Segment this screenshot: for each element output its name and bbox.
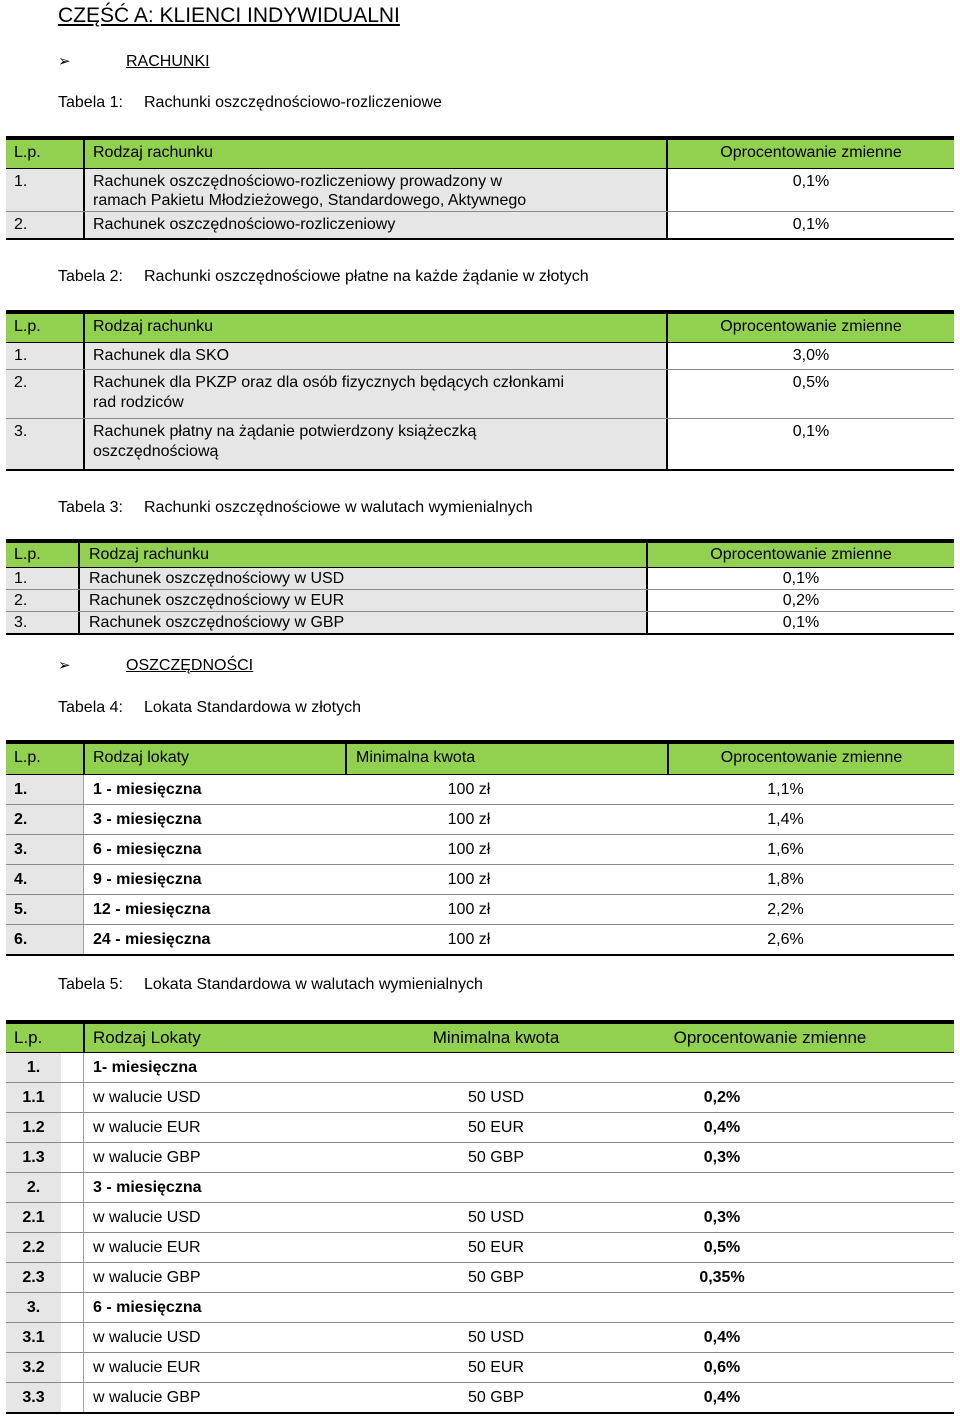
header-oprocentowanie: Oprocentowanie zmienne xyxy=(666,140,954,168)
name-cell: w walucie GBP xyxy=(83,1263,406,1292)
table-1-caption xyxy=(58,94,442,112)
lp-cell: 1.3 xyxy=(6,1143,61,1172)
table-row xyxy=(6,1143,954,1173)
header-rodzaj-rachunku: Rodzaj rachunku xyxy=(83,140,666,168)
table-header-row xyxy=(6,140,954,169)
min-amount-cell: 100 zł xyxy=(345,805,593,834)
lp-cell: 6. xyxy=(6,925,83,954)
lp-cell: 2. xyxy=(6,805,83,834)
lp-cell: 3. xyxy=(6,419,83,469)
rate-cell xyxy=(586,1293,858,1322)
rate-cell: 0,1% xyxy=(646,568,954,589)
name-cell: w walucie USD xyxy=(83,1203,406,1232)
min-amount-cell xyxy=(406,1173,586,1202)
caption-number: Tabela 2: xyxy=(58,268,123,285)
name-cell: 1- miesięczna xyxy=(83,1053,406,1082)
table-row xyxy=(6,1113,954,1143)
name-line-2: oszczędnościową xyxy=(93,443,219,460)
table-row xyxy=(6,343,954,370)
rate-cell: 0,6% xyxy=(586,1353,858,1382)
table-header-row xyxy=(6,314,954,343)
name-line-1: Rachunek oszczędnościowo-rozliczeniowy prowadzony w xyxy=(93,173,503,190)
lp-cell: 2.1 xyxy=(6,1203,61,1232)
table-2 xyxy=(6,310,954,471)
name-cell: w walucie EUR xyxy=(83,1353,406,1382)
table-2-caption xyxy=(58,268,589,286)
caption-text: Rachunki oszczędnościowo-rozliczeniowe xyxy=(144,94,442,111)
lp-cell: 1. xyxy=(6,1053,61,1082)
table-header-row xyxy=(6,543,954,568)
lp-cell: 1. xyxy=(6,169,83,211)
lp-cell: 1. xyxy=(6,343,83,369)
table-3-caption xyxy=(58,499,533,517)
lp-cell: 3.3 xyxy=(6,1383,61,1412)
table-row xyxy=(6,1083,954,1113)
table-header-row xyxy=(6,744,954,775)
min-amount-cell: 50 EUR xyxy=(406,1353,586,1382)
lp-cell: 1.2 xyxy=(6,1113,61,1142)
min-amount-cell: 50 USD xyxy=(406,1083,586,1112)
name-cell: w walucie EUR xyxy=(83,1113,406,1142)
caption-text: Lokata Standardowa w złotych xyxy=(144,699,362,716)
header-oprocentowanie: Oprocentowanie zmienne xyxy=(586,1024,954,1052)
name-line-1: Rachunek dla PKZP oraz dla osób fizycznych będących członkami xyxy=(93,374,565,391)
header-oprocentowanie: Oprocentowanie zmienne xyxy=(667,744,954,774)
header-minimalna-kwota: Minimalna kwota xyxy=(406,1024,586,1052)
table-5-caption xyxy=(58,976,483,994)
table-3 xyxy=(6,539,954,635)
name-cell: w walucie EUR xyxy=(83,1233,406,1262)
caption-number: Tabela 4: xyxy=(58,699,123,716)
header-rodzaj-lokaty: Rodzaj lokaty xyxy=(83,744,345,774)
name-cell: w walucie USD xyxy=(83,1083,406,1112)
rate-cell: 0,2% xyxy=(586,1083,858,1112)
rate-cell: 0,5% xyxy=(586,1233,858,1262)
min-amount-cell: 50 EUR xyxy=(406,1113,586,1142)
header-rodzaj-rachunku: Rodzaj rachunku xyxy=(83,314,666,342)
min-amount-cell: 100 zł xyxy=(345,925,593,954)
header-rodzaj-lokaty: Rodzaj Lokaty xyxy=(83,1024,406,1052)
table-row xyxy=(6,835,954,865)
table-group-row xyxy=(6,1053,954,1083)
section-heading-oszczednosci xyxy=(58,656,253,675)
name-cell: 3 - miesięczna xyxy=(83,805,345,834)
table-row xyxy=(6,568,954,590)
rate-cell: 1,4% xyxy=(667,805,904,834)
min-amount-cell: 50 GBP xyxy=(406,1383,586,1412)
rate-cell: 0,1% xyxy=(666,419,954,469)
rate-cell: 0,1% xyxy=(666,212,954,238)
table-4 xyxy=(6,740,954,956)
name-line-2: ramach Pakietu Młodzieżowego, Standardowego, Aktywnego xyxy=(93,192,527,209)
section-heading-label: RACHUNKI xyxy=(126,53,210,70)
section-heading-rachunki xyxy=(58,52,210,71)
table-5-body xyxy=(6,1053,954,1412)
table-row xyxy=(6,169,954,212)
min-amount-cell xyxy=(406,1293,586,1322)
name-cell xyxy=(83,169,666,211)
rate-cell xyxy=(586,1053,858,1082)
lp-cell: 5. xyxy=(6,895,83,924)
name-cell: Rachunek oszczędnościowy w USD xyxy=(78,568,646,589)
rate-cell: 1,8% xyxy=(667,865,904,894)
caption-number: Tabela 1: xyxy=(58,94,123,111)
table-row xyxy=(6,1323,954,1353)
name-cell: w walucie USD xyxy=(83,1323,406,1352)
min-amount-cell: 50 EUR xyxy=(406,1233,586,1262)
page-title: CZĘŚĆ A: KLIENCI INDYWIDUALNI xyxy=(58,4,400,27)
table-row xyxy=(6,212,954,238)
table-row xyxy=(6,1353,954,1383)
section-heading-label: OSZCZĘDNOŚCI xyxy=(126,657,254,674)
min-amount-cell: 100 zł xyxy=(345,895,593,924)
header-lp: L.p. xyxy=(6,140,83,168)
name-cell: 6 - miesięczna xyxy=(83,835,345,864)
name-cell: 24 - miesięczna xyxy=(83,925,345,954)
min-amount-cell: 50 GBP xyxy=(406,1143,586,1172)
header-lp: L.p. xyxy=(6,744,83,774)
rate-cell: 1,1% xyxy=(667,775,904,804)
lp-cell: 2. xyxy=(6,212,83,238)
lp-cell: 3.1 xyxy=(6,1323,61,1352)
lp-cell: 2.3 xyxy=(6,1263,61,1292)
table-row xyxy=(6,895,954,925)
lp-cell: 1.1 xyxy=(6,1083,61,1112)
name-cell xyxy=(83,370,666,418)
rate-cell: 2,6% xyxy=(667,925,904,954)
table-row xyxy=(6,419,954,469)
rate-cell: 0,3% xyxy=(586,1203,858,1232)
lp-cell: 2.2 xyxy=(6,1233,61,1262)
rate-cell: 0,1% xyxy=(666,169,954,211)
rate-cell: 0,3% xyxy=(586,1143,858,1172)
caption-text: Rachunki oszczędnościowe w walutach wymienialnych xyxy=(144,499,533,516)
table-row xyxy=(6,1233,954,1263)
header-lp: L.p. xyxy=(6,543,78,567)
table-row xyxy=(6,1203,954,1233)
rate-cell: 0,4% xyxy=(586,1113,858,1142)
rate-cell xyxy=(586,1173,858,1202)
header-lp: L.p. xyxy=(6,1024,83,1052)
lp-cell: 2. xyxy=(6,370,83,418)
caption-text: Lokata Standardowa w walutach wymienialnych xyxy=(144,976,483,993)
min-amount-cell: 50 USD xyxy=(406,1203,586,1232)
rate-cell: 1,6% xyxy=(667,835,904,864)
lp-cell: 1. xyxy=(6,775,83,804)
min-amount-cell: 100 zł xyxy=(345,835,593,864)
header-oprocentowanie: Oprocentowanie zmienne xyxy=(646,543,954,567)
arrow-bullet-icon: ➢ xyxy=(58,53,71,70)
min-amount-cell xyxy=(406,1053,586,1082)
min-amount-cell: 50 GBP xyxy=(406,1263,586,1292)
header-rodzaj-rachunku: Rodzaj rachunku xyxy=(78,543,646,567)
rate-cell: 0,1% xyxy=(646,612,954,633)
lp-cell: 3. xyxy=(6,1293,61,1322)
table-4-caption xyxy=(58,699,361,717)
table-row xyxy=(6,925,954,954)
rate-cell: 0,5% xyxy=(666,370,954,418)
name-line-2: rad rodziców xyxy=(93,394,184,411)
table-header-row xyxy=(6,1024,954,1053)
rate-cell: 0,2% xyxy=(646,590,954,611)
name-cell: Rachunek oszczędnościowy w GBP xyxy=(78,612,646,633)
name-cell: Rachunek oszczędnościowy w EUR xyxy=(78,590,646,611)
table-row xyxy=(6,370,954,419)
table-row xyxy=(6,865,954,895)
caption-number: Tabela 5: xyxy=(58,976,123,993)
name-cell: Rachunek oszczędnościowo-rozliczeniowy xyxy=(83,212,666,238)
name-line-1: Rachunek płatny na żądanie potwierdzony książeczką xyxy=(93,423,477,440)
lp-cell: 1. xyxy=(6,568,78,589)
table-1 xyxy=(6,136,954,240)
min-amount-cell: 100 zł xyxy=(345,865,593,894)
lp-cell: 2. xyxy=(6,590,78,611)
table-row xyxy=(6,1383,954,1412)
lp-cell: 3. xyxy=(6,835,83,864)
rate-cell: 0,4% xyxy=(586,1323,858,1352)
table-row xyxy=(6,590,954,612)
table-row xyxy=(6,775,954,805)
table-5 xyxy=(6,1020,954,1414)
name-cell xyxy=(83,419,666,469)
name-cell: Rachunek dla SKO xyxy=(83,343,666,369)
name-cell: 1 - miesięczna xyxy=(83,775,345,804)
name-cell: 3 - miesięczna xyxy=(83,1173,406,1202)
lp-cell: 3. xyxy=(6,612,78,633)
name-cell: w walucie GBP xyxy=(83,1143,406,1172)
min-amount-cell: 100 zł xyxy=(345,775,593,804)
lp-cell: 2. xyxy=(6,1173,61,1202)
caption-number: Tabela 3: xyxy=(58,499,123,516)
header-oprocentowanie: Oprocentowanie zmienne xyxy=(666,314,954,342)
caption-text: Rachunki oszczędnościowe płatne na każde żądanie w złotych xyxy=(144,268,589,285)
table-row xyxy=(6,612,954,633)
name-cell: w walucie GBP xyxy=(83,1383,406,1412)
rate-cell: 0,35% xyxy=(586,1263,858,1292)
header-minimalna-kwota: Minimalna kwota xyxy=(345,744,667,774)
name-cell: 6 - miesięczna xyxy=(83,1293,406,1322)
table-group-row xyxy=(6,1173,954,1203)
arrow-bullet-icon: ➢ xyxy=(58,657,71,674)
table-row xyxy=(6,805,954,835)
rate-cell: 0,4% xyxy=(586,1383,858,1412)
lp-cell: 4. xyxy=(6,865,83,894)
name-cell: 12 - miesięczna xyxy=(83,895,345,924)
rate-cell: 3,0% xyxy=(666,343,954,369)
min-amount-cell: 50 USD xyxy=(406,1323,586,1352)
table-group-row xyxy=(6,1293,954,1323)
header-lp: L.p. xyxy=(6,314,83,342)
lp-cell: 3.2 xyxy=(6,1353,61,1382)
name-cell: 9 - miesięczna xyxy=(83,865,345,894)
rate-cell: 2,2% xyxy=(667,895,904,924)
table-row xyxy=(6,1263,954,1293)
